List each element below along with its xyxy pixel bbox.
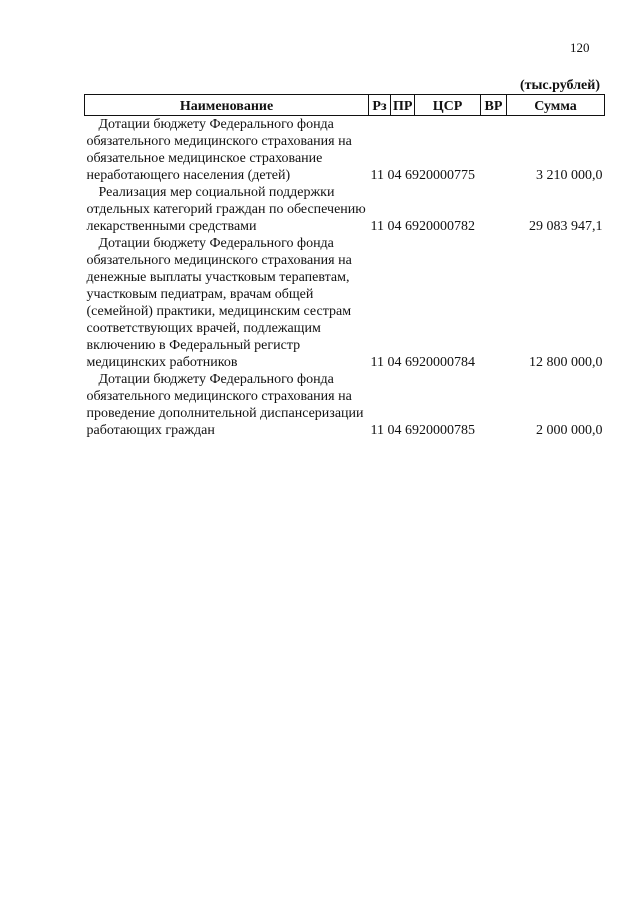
row-codes: 11 04 6920000782 [370,219,475,234]
row-codes: 11 04 6920000784 [370,355,475,370]
row-name: Дотации бюджету Федерального фонда обязательного медицинского страхования на обязательное медицинское страхование неработающего населения (детей) [86,117,352,183]
table-row [85,371,605,439]
header-sum: Сумма [507,95,605,116]
row-sum: 29 083 947,1 [529,219,603,234]
row-name: Дотации бюджету Федерального фонда обязательного медицинского страхования на денежные выплаты участковым терапевтам, участковым педиатрам, врачам общей (семейной) практики, медицинским сестрам соответствующих врачей, подлежащим включению в Федеральный регистр медицинских работников [86,236,352,370]
table-row [85,116,605,185]
budget-table [84,94,605,439]
header-csr: ЦСР [415,95,481,116]
header-name: Наименование [85,95,369,116]
row-codes: 11 04 6920000775 [370,168,475,183]
row-sum: 2 000 000,0 [536,423,603,438]
header-vr: ВР [481,95,507,116]
row-sum: 3 210 000,0 [536,168,603,183]
row-name: Дотации бюджету Федерального фонда обязательного медицинского страхования на проведение дополнительной диспансеризации работающих граждан [86,372,364,438]
header-rz: Рз [369,95,391,116]
table-body [85,116,605,440]
header-row [85,95,605,116]
units-label: (тыс.рублей) [519,78,600,93]
row-name: Реализация мер социальной поддержки отдельных категорий граждан по обеспечению лекарственными средствами [86,185,366,234]
table-row [85,235,605,371]
row-codes: 11 04 6920000785 [370,423,475,438]
row-sum: 12 800 000,0 [529,355,603,370]
page-number: 120 [570,40,590,55]
header-pr: ПР [391,95,415,116]
table-row [85,184,605,235]
table-header [85,95,605,116]
